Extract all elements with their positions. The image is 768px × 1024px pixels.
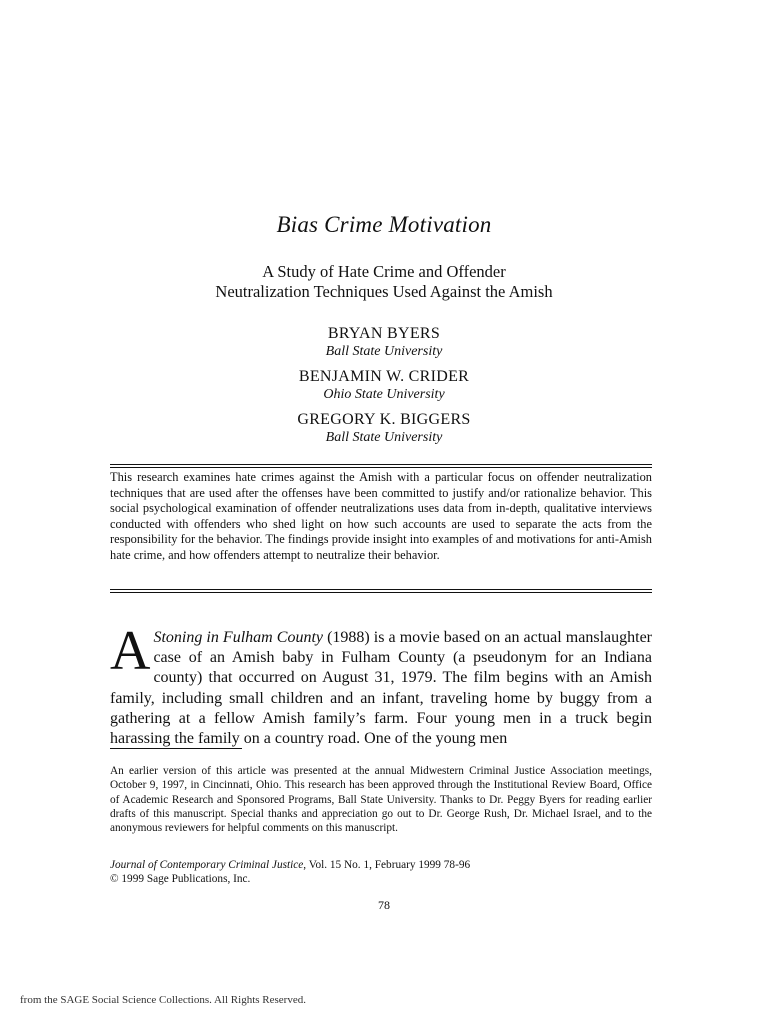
author-name: BENJAMIN W. CRIDER [298, 368, 470, 385]
author-affiliation: Ball State University [325, 344, 443, 359]
author-block [0, 367, 768, 404]
movie-title: Stoning in Fulham County [153, 629, 323, 646]
author-name: GREGORY K. BIGGERS [297, 411, 471, 428]
footnote-rule [110, 748, 242, 749]
copyright-line: © 1999 Sage Publications, Inc. [110, 873, 251, 886]
article-subtitle [0, 262, 768, 302]
drop-cap: A [110, 620, 151, 682]
subtitle-line-1: A Study of Hate Crime and Offender [262, 262, 506, 281]
abstract-text: This research examines hate crimes against the Amish with a particular focus on offender neutralization techniques that are used after the offenses have been committed to justify and/or rationalize behavior. This social psychological examination of offender neutralizations uses data from in-depth, qualitative interviews conducted with offenders who shed light on how such accounts are used to separate the acts from the responsibility for the behavior. The findings provide insight into examples of and motivations for anti-Amish hate crime, and how offenders attempt to neutralize their behavior. [110, 470, 652, 562]
author-list [0, 324, 768, 453]
subtitle-line-2: Neutralization Techniques Used Against the Amish [215, 282, 553, 301]
abstract-bottom-rule-inner [110, 592, 652, 593]
journal-name: Journal of Contemporary Criminal Justice [110, 859, 304, 871]
author-name: BRYAN BYERS [327, 325, 441, 342]
author-block [0, 410, 768, 447]
download-watermark: from the SAGE Social Science Collections. All Rights Reserved. [20, 994, 306, 1006]
body-paragraph [110, 620, 653, 749]
body-text: (1988) is a movie based on an actual manslaughter case of an Amish baby in Fulham County (a pseudonym for an Indiana county) that occurred on August 31, 1979. The film begins with an Amish family, including small children and an infant, traveling home by buggy from a gathering at a fellow Amish family’s farm. Four young men in a truck begin harassing the family on a country road. One of the young men [110, 629, 653, 748]
abstract-top-rule [110, 464, 652, 465]
author-block [0, 324, 768, 361]
abstract-bottom-rule [110, 589, 652, 590]
author-affiliation: Ohio State University [323, 387, 445, 402]
citation-details: , Vol. 15 No. 1, February 1999 78-96 [303, 859, 471, 871]
article-title: Bias Crime Motivation [276, 212, 492, 237]
citation-line [110, 858, 652, 872]
author-affiliation: Ball State University [325, 430, 443, 445]
author-note: An earlier version of this article was presented at the annual Midwestern Criminal Justice Association meetings, October 9, 1997, in Cincinnati, Ohio. This research has been approved through the Institutional Review Board, Office of Academic Research and Sponsored Programs, Ball State University. Thanks to Dr. Peggy Byers for reading earlier drafts of this manuscript. Special thanks and appreciation go out to Dr. George Rush, Dr. Michael Israel, and to the anonymous reviewers for helpful comments on this manuscript. [110, 765, 652, 835]
page-number: 78 [378, 898, 390, 912]
journal-citation [110, 858, 652, 887]
abstract-top-rule-inner [110, 467, 652, 468]
